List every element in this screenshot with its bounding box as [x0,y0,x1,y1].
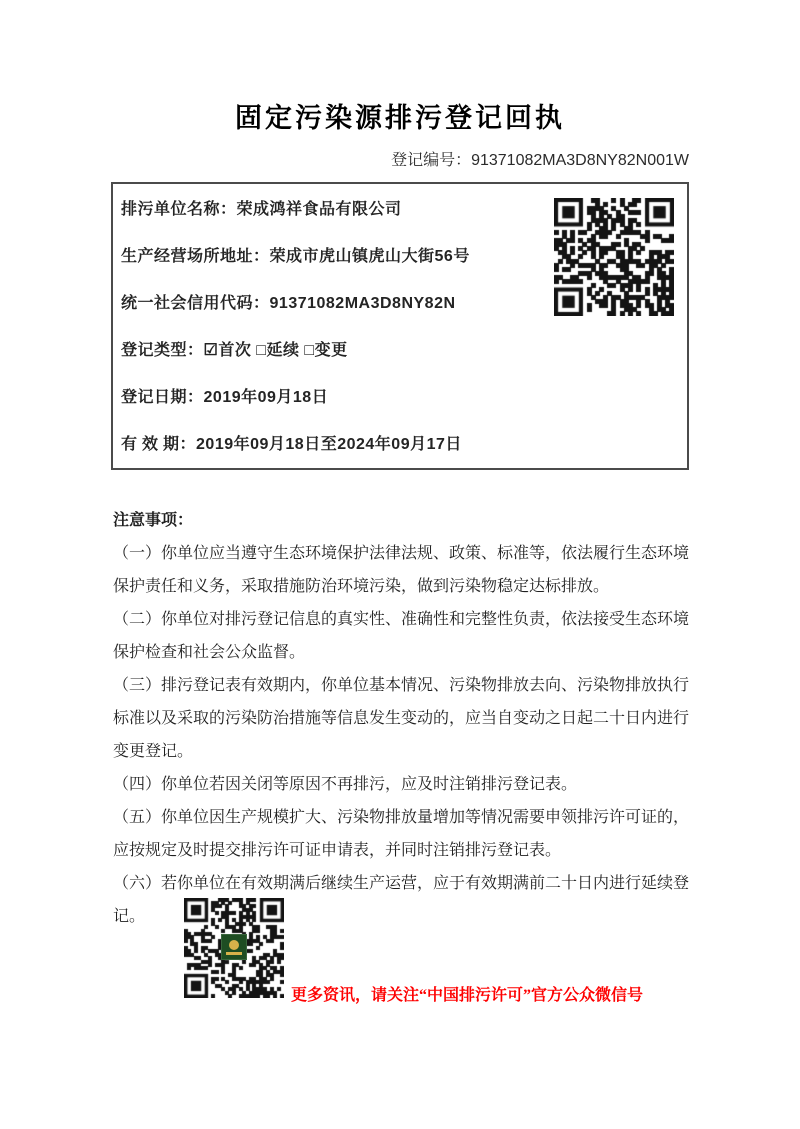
info-row-label: 有 效 期： [121,436,197,453]
info-row-registration-type [121,327,687,374]
info-row-value: 2019年09月18日至2024年09月17日 [196,436,462,453]
info-row-value: 91371082MA3D8NY82N [269,295,456,312]
info-row-value: 荣成市虎山镇虎山大街56号 [269,248,470,265]
note-item-5: （五）你单位因生产规模扩大、污染物排放量增加等情况需要申领排污许可证的，应按规定及时提交排污许可证申请表，并同时注销排污登记表。 [113,809,690,859]
registration-number-value: 91371082MA3D8NY82N001W [471,152,689,169]
note-item-6: （六）若你单位在有效期满后继续生产运营，应于有效期满前二十日内进行延续登记。 [113,875,690,925]
note-item-3: （三）排污登记表有效期内，你单位基本情况、污染物排放去向、污染物排放执行标准以及采取的污染防治措施等信息发生变动的，应当自变动之日起二十日内进行变更登记。 [113,677,690,760]
info-row-label: 登记日期： [121,389,204,406]
document-title: 固定污染源排污登记回执 [235,103,565,133]
info-row-value: 荣成鸿祥食品有限公司 [236,201,402,218]
registration-type-checkboxes: ☑首次 □延续 □变更 [203,342,348,359]
info-row-label: 统一社会信用代码： [121,295,270,312]
note-item-4: （四）你单位若因关闭等原因不再排污，应及时注销排污登记表。 [113,776,578,793]
info-row-validity-period [121,421,687,468]
note-item-1: （一）你单位应当遵守生态环境保护法律法规、政策、标准等，依法履行生态环境保护责任和义务，采取措施防治环境污染，做到污染物稳定达标排放。 [113,545,690,595]
info-row-registration-date [121,374,687,421]
note-item-2: （二）你单位对排污登记信息的真实性、准确性和完整性负责，依法接受生态环境保护检查和社会公众监督。 [113,611,690,661]
info-row-label: 生产经营场所地址： [121,248,270,265]
info-row-label: 登记类型： [121,342,204,359]
notes-heading: 注意事项： [113,512,194,529]
footer [184,898,644,1004]
registration-qr-code [554,198,674,316]
emblem-icon [229,940,239,950]
logo-text-bar [226,952,242,955]
info-row-value: 2019年09月18日 [203,389,329,406]
notes-section [113,504,689,933]
wechat-qr-center-logo [221,934,247,960]
registration-number-line [111,147,689,170]
registration-number-label: 登记编号： [391,152,472,169]
info-box [111,182,689,470]
footer-caption: 更多资讯，请关注“中国排污许可”官方公众微信号 [291,987,644,1004]
info-row-label: 排污单位名称： [121,201,237,218]
wechat-qr-wrapper [184,898,284,998]
